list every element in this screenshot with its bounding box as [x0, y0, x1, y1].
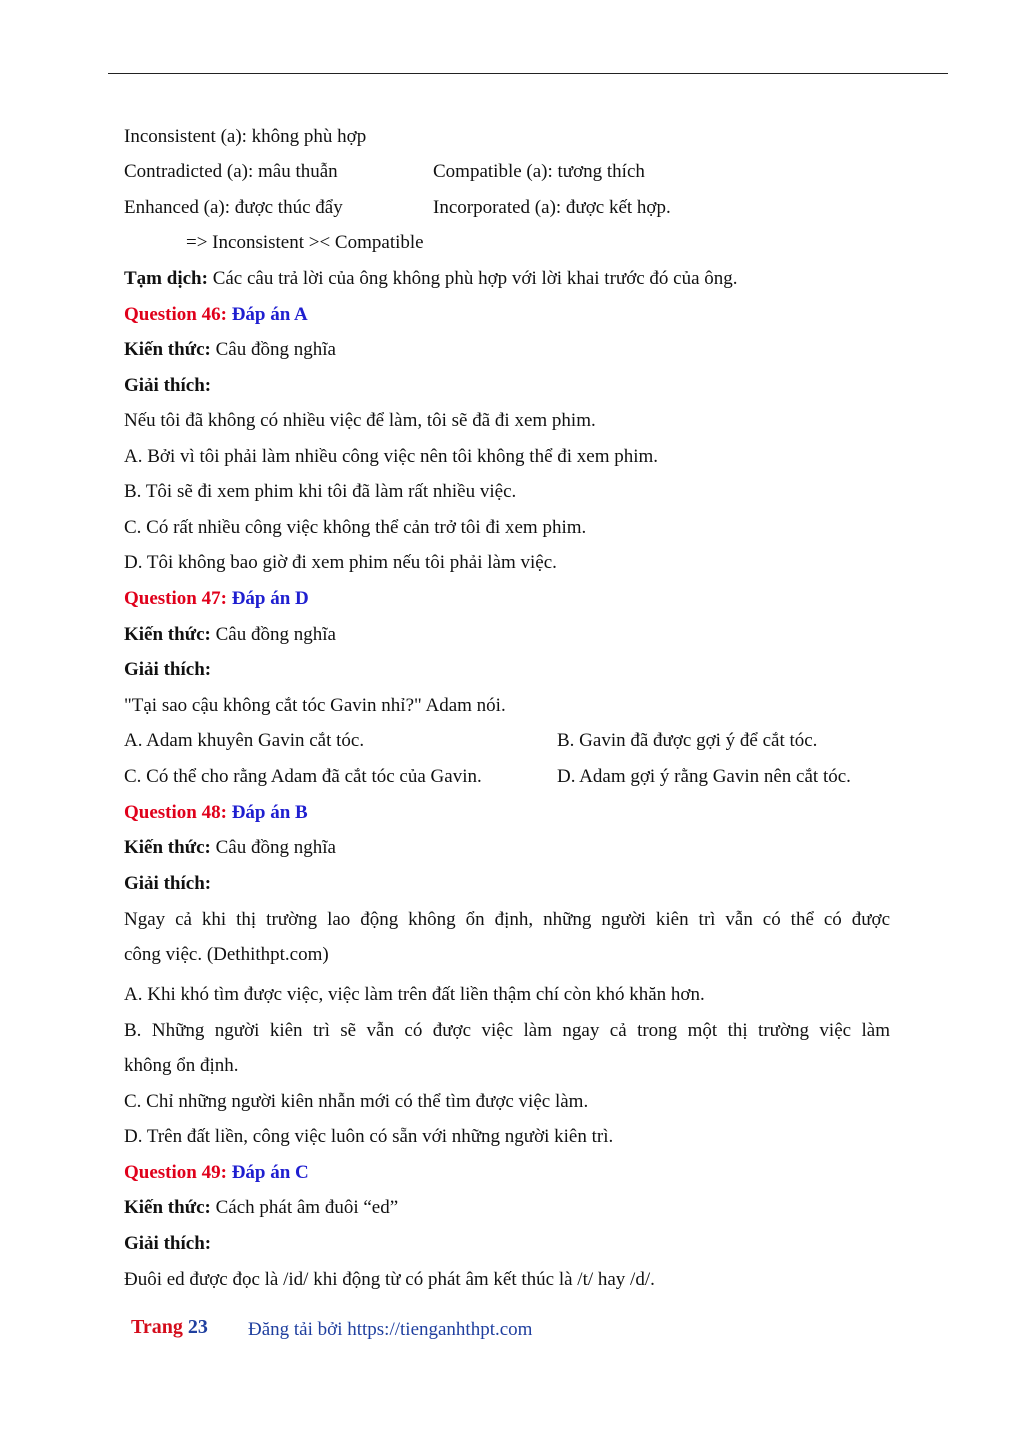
q49-knowledge	[124, 1195, 398, 1221]
q49-label: Question 49:	[124, 1162, 227, 1183]
q49-heading	[124, 1160, 309, 1186]
q47-knowledge-label: Kiến thức:	[124, 624, 211, 645]
q48-stem-line1: Ngay cả khi thị trường lao động không ổn định, những người kiên trì vẫn có thể có được	[124, 909, 890, 930]
translation-line	[124, 266, 738, 292]
q47-option-c: C. Có thể cho rằng Adam đã cắt tóc của Gavin.	[124, 766, 482, 787]
q47-answer: Đáp án D	[226, 588, 309, 609]
q46-knowledge-text: Câu đồng nghĩa	[210, 339, 336, 360]
q48-option-d: D. Trên đất liền, công việc luôn có sẵn với những người kiên trì.	[124, 1126, 614, 1147]
q46-knowledge	[124, 337, 336, 363]
q48-option-b-line1: B. Những người kiên trì sẽ vẫn có được việc làm ngay cả trong một thị trường việc làm	[124, 1020, 890, 1041]
q47-explain-label: Giải thích:	[124, 659, 212, 680]
footer-page-label: Trang	[131, 1316, 188, 1338]
q48-stem-line2: công việc. (Dethithpt.com)	[124, 944, 329, 965]
vocab-inconsistent: Inconsistent (a): không phù hợp	[124, 126, 367, 147]
translation-label: Tạm dịch:	[124, 268, 208, 289]
vocab-enhanced: Enhanced (a): được thúc đẩy	[124, 197, 343, 218]
q48-answer: Đáp án B	[226, 802, 308, 823]
q48-label: Question 48:	[124, 802, 227, 823]
q48-knowledge-text: Câu đồng nghĩa	[210, 837, 336, 858]
q48-knowledge	[124, 835, 336, 861]
page-footer	[131, 1316, 533, 1340]
q48-explain-label: Giải thích:	[124, 873, 212, 894]
q46-label: Question 46:	[124, 304, 227, 325]
vocab-contradicted: Contradicted (a): mâu thuẫn	[124, 161, 338, 182]
q47-option-d: D. Adam gợi ý rằng Gavin nên cắt tóc.	[557, 766, 851, 787]
q48-option-b-line2: không ổn định.	[124, 1055, 239, 1076]
q47-option-b: B. Gavin đã được gợi ý để cắt tóc.	[557, 730, 818, 751]
footer-uploader-link[interactable]: Đăng tải bởi https://tienganhthpt.com	[248, 1319, 533, 1340]
q49-answer: Đáp án C	[226, 1162, 309, 1183]
q46-explain-label: Giải thích:	[124, 375, 212, 396]
q46-option-b: B. Tôi sẽ đi xem phim khi tôi đã làm rất nhiều việc.	[124, 481, 517, 502]
q49-knowledge-label: Kiến thức:	[124, 1197, 211, 1218]
q48-knowledge-label: Kiến thức:	[124, 837, 211, 858]
header-rule	[108, 73, 948, 74]
q47-option-a: A. Adam khuyên Gavin cắt tóc.	[124, 730, 365, 751]
footer-page-number: 23	[187, 1316, 208, 1338]
q46-stem: Nếu tôi đã không có nhiều việc để làm, tôi sẽ đã đi xem phim.	[124, 410, 596, 431]
q47-label: Question 47:	[124, 588, 227, 609]
q48-option-a: A. Khi khó tìm được việc, việc làm trên đất liền thậm chí còn khó khăn hơn.	[124, 984, 705, 1005]
q49-text: Đuôi ed được đọc là /id/ khi động từ có phát âm kết thúc là /t/ hay /d/.	[124, 1269, 655, 1290]
vocab-incorporated: Incorporated (a): được kết hợp.	[433, 197, 671, 218]
q49-knowledge-text: Cách phát âm đuôi “ed”	[210, 1197, 399, 1218]
q46-option-c: C. Có rất nhiều công việc không thể cản trở tôi đi xem phim.	[124, 517, 587, 538]
vocab-conclusion: => Inconsistent >< Compatible	[186, 232, 424, 253]
q49-explain-label: Giải thích:	[124, 1233, 212, 1254]
q46-option-d: D. Tôi không bao giờ đi xem phim nếu tôi phải làm việc.	[124, 552, 557, 573]
q46-knowledge-label: Kiến thức:	[124, 339, 211, 360]
q47-stem: "Tại sao cậu không cắt tóc Gavin nhỉ?" Adam nói.	[124, 695, 506, 716]
q47-knowledge-text: Câu đồng nghĩa	[210, 624, 336, 645]
vocab-compatible: Compatible (a): tương thích	[433, 161, 645, 182]
q46-option-a: A. Bởi vì tôi phải làm nhiều công việc nên tôi không thể đi xem phim.	[124, 446, 659, 467]
q46-heading	[124, 302, 308, 328]
q47-knowledge	[124, 622, 336, 648]
q46-answer: Đáp án A	[226, 304, 308, 325]
q48-heading	[124, 800, 308, 826]
q48-option-c: C. Chỉ những người kiên nhẫn mới có thể tìm được việc làm.	[124, 1091, 589, 1112]
translation-text: Các câu trả lời của ông không phù hợp với lời khai trước đó của ông.	[207, 268, 738, 289]
q47-heading	[124, 586, 309, 612]
